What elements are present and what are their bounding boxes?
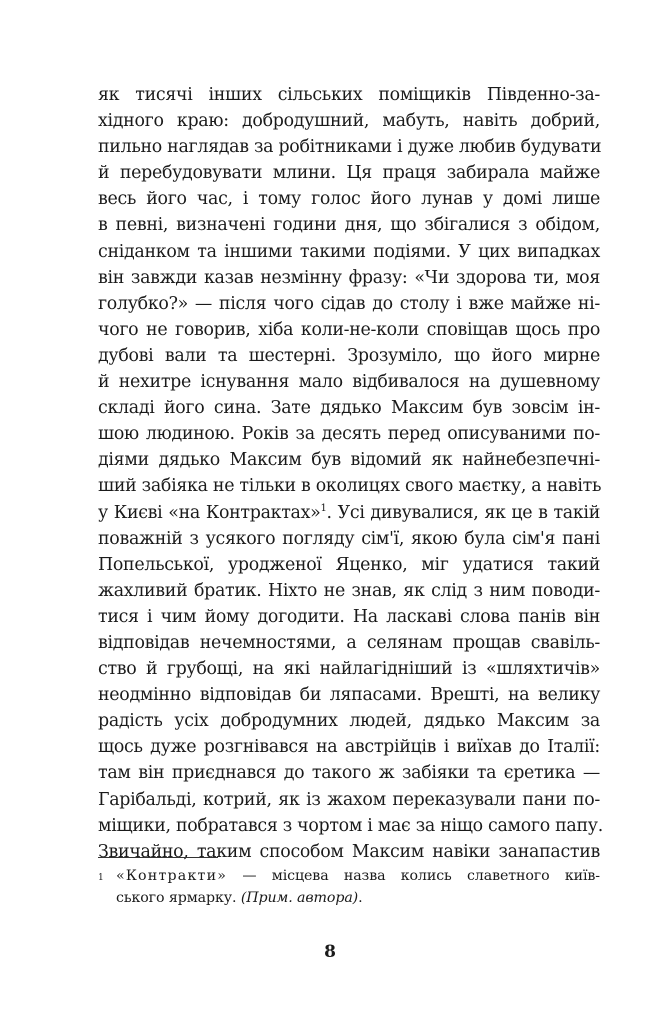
text-line: в певні, визначені години дня, що збігалися з обідом, — [98, 215, 600, 236]
text-line: ший забіяка не тільки в околицях свого маєтку, а навіть — [98, 476, 602, 497]
text-line: відповідав нечемностями, а селянам прощав свавіль- — [98, 632, 600, 653]
text-line: складі його сина. Зате дядько Максим був зовсім ін- — [98, 398, 600, 419]
text-line: радість усіх добродумних людей, дядько Максим за — [98, 711, 600, 732]
text-line: чого не говорив, хіба коли-не-коли сповіщав щось про — [98, 319, 600, 340]
text-line: тися і чим йому догодити. На ласкаві слова панів він — [98, 606, 600, 627]
text-line: жахливий братик. Ніхто не знав, як слід з ним поводи- — [98, 580, 600, 601]
text-line: міщики, побратався з чортом і має за ніщо самого папу. — [98, 815, 603, 836]
footnote-text: — місцева назва колись славетного київ- — [227, 868, 600, 884]
text-line: Попельської, уродженої Яценко, міг удатися такий — [98, 554, 600, 575]
text-line: поважній з усякого погляду сім'ї, якою була сім'я пані — [98, 528, 600, 549]
text-line: щось дуже розгнівався на австрійців і виїхав до Італії: — [98, 737, 600, 758]
text-line-with-footnote-ref — [98, 500, 600, 526]
page-number: 8 — [324, 942, 336, 962]
footnote-term: «Контракти» — [116, 868, 228, 884]
footnote-line — [98, 887, 600, 909]
text-line: ство й грубощі, на які найлагідніший із «шляхтичів» — [98, 659, 600, 680]
text-line: й перебудовувати млини. Ця праця забирала майже — [98, 163, 600, 184]
text-line: він завжди казав незмінну фразу: «Чи здорова ти, моя — [98, 267, 600, 288]
footnote-marker: 1 — [98, 873, 104, 883]
footnote — [98, 865, 600, 909]
text-line: хідного краю: добродушний, мабуть, навіть добрий, — [98, 111, 600, 132]
text-line-rest: . Усі дивувалися, як це в такій — [326, 502, 600, 523]
text-line: діями дядько Максим був відомий як найнебезпечні- — [98, 450, 600, 471]
text-line-content: у Києві «на Контрактах» — [98, 502, 321, 523]
text-line: неодмінно відповідав би ляпасами. Врешті, на велику — [98, 685, 600, 706]
text-line: й нехитре існування мало відбивалося на душевному — [98, 372, 600, 393]
text-line: пильно наглядав за робітниками і дуже любив будувати — [98, 137, 602, 158]
text-line: там він приєднався до такого ж забіяки та єретика — — [98, 763, 600, 784]
footnote-line — [98, 865, 600, 887]
footnote-divider — [98, 857, 218, 858]
footnote-author-note: (Прим. автора) — [240, 890, 359, 906]
footnote-text-cont: ського ярмарку. — [116, 890, 241, 906]
text-line: Звичайно, таким способом Максим навіки занапастив — [98, 841, 600, 862]
footnote-end: . — [358, 890, 363, 906]
text-line: як тисячі інших сільських поміщиків Південно-за- — [98, 85, 600, 105]
text-line: весь його час, і тому голос його лунав у домі лише — [98, 189, 600, 210]
text-line: сніданком та іншими такими подіями. У цих випадках — [98, 241, 600, 262]
page-body — [98, 82, 603, 865]
text-line: Гарібальді, котрий, як із жахом переказували пани по- — [98, 789, 600, 810]
body-text — [98, 82, 603, 865]
text-line: дубові вали та шестерні. Зрозуміло, що його мирне — [98, 345, 600, 366]
footnote-reference[interactable]: 1 — [320, 502, 327, 514]
text-line: шою людиною. Років за десять перед описуваними по- — [98, 424, 600, 445]
text-line: голубко?» — після чого сідав до столу і вже майже ні- — [98, 293, 600, 314]
